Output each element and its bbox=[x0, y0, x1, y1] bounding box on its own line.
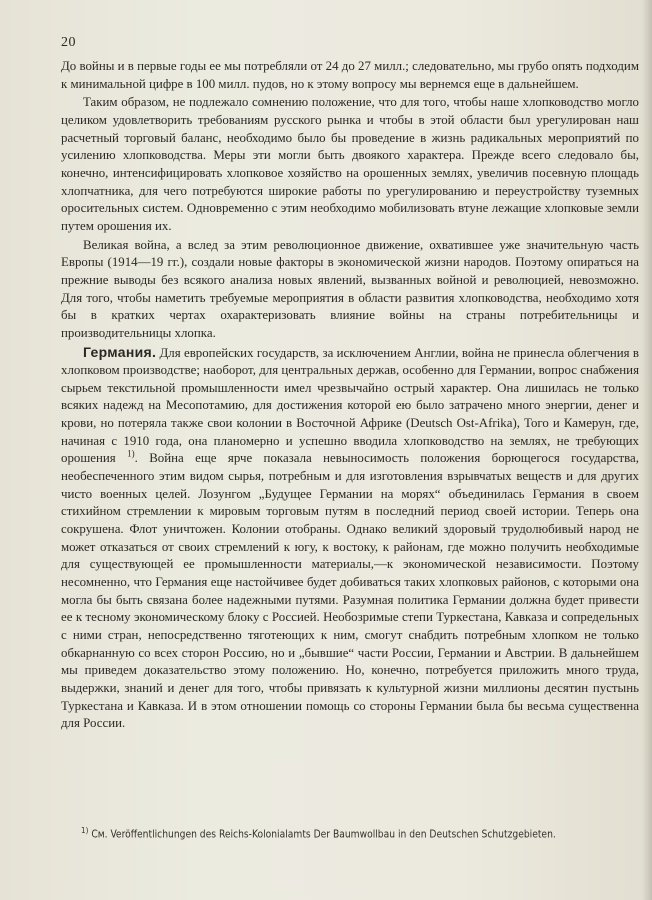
paragraph-4-text-b: . Война еще ярче показала невыносимость положения борющегося государства, необеспеченного этим видом сырья, потребным и для изготовления взрывчатых веществ и для других чисто военных целей. Лозунгом „Будущее Германии на морях“ объединилась Германия в своем стихийном стремлении к мировым торговым путям в последний период своей истории. Теперь она сокрушена. Флот уничтожен. Колонии отобраны. Однако великий здоровый трудолюбивый народ не может отказаться от своих стремлений к югу, к востоку, к районам, где можно получить необходимые для существующей ее промышленности материалы,—к экономической независимости. Поэтому несомненно, что Германия еще настойчивее будет добиваться таких хлопковых районов, с которыми она могла бы быть связана более надежными путями. Разумная политика Германии должна будет привести ее к тесному экономическому блоку с Россией. Необозримые степи Туркестана, Кавказа и сопредельных с ними стран, непосредственно тяготеющих к ним, смогут снабдить потребным хлопком не только обкарнанную со всех сторон Россию, но и „бывшие“ части России, Германии и Австрии. В дальнейшем мы приведем доказательство этому положению. Но, конечно, потребуется приложить много труда, выдержки, знаний и денег для того, чтобы привязать к культурной жизни миллионы десятин пустынь Туркестана и Кавказа. И в этом отношении помощь со стороны Германии была бы весьма существенна для России. bbox=[61, 451, 639, 731]
main-text bbox=[61, 58, 639, 733]
paragraph-1: До войны и в первые годы ее мы потребляли от 24 до 27 милл.; следовательно, мы грубо опять подходим к минимальной цифре в 100 милл. пудов, но к этому вопросу мы вернемся еще в дальнейшем. bbox=[61, 59, 639, 91]
paragraph-3: Великая война, а вслед за этим революционное движение, охватившее уже значительную часть Европы (1914—19 гг.), создали новые факторы в экономической жизни народов. Поэтому опираться на прежние выводы без всякого анализа новых явлений, вызванных войной и революцией, невозможно. Для того, чтобы наметить требуемые мероприятия в области развития хлопководства, необходимо хотя бы в кратких чертах охарактеризовать влияние войны на страны потребительницы и производительницы хлопка. bbox=[61, 237, 639, 340]
paragraph-2: Таким образом, не подлежало сомнению положение, что для того, чтобы наше хлопководство могло целиком удовлетворить требованиям русского рынка и чтобы в этой области был урегулирован наш расчетный торговый баланс, необходимо было бы проведение в жизнь радикальных мероприятий по усилению хлопководства. Меры эти могли быть двоякого характера. Прежде всего следовало бы, конечно, интенсифицировать хлопковое хозяйство на орошенных землях, увеличив посевную площадь хлопчатника, для чего потребуются широкие работы по урегулированию и переустройству туземных оросительных систем. Одновременно с этим необходимо мобилизовать втуне лежащие хлопковые земли путем орошения их. bbox=[61, 95, 639, 233]
footnote-mark: 1) bbox=[81, 826, 89, 835]
page-edge-shadow bbox=[642, 0, 652, 900]
footnote bbox=[61, 823, 639, 843]
paragraph-4 bbox=[61, 344, 639, 733]
paragraph-4-text-a: Для европейских государств, за исключением Англии, война не принесла облегчения в хлопковом производстве; наоборот, для центральных держав, особенно для Германии, вопрос снабжения сырьем текстильной промышленности имел чрезвычайно острый характер. Она лишилась не только всяких надежд на Месопотамию, для достижения которой ею было затрачено много энергии, денег и крови, но потеряла также свои колонии в Восточной Африке (Deutsch Ost-Afrika), Того и Камерун, где, начиная с 1910 года, она планомерно и успешно вводила хлопководство на землях, не требующих орошения bbox=[61, 345, 639, 466]
section-heading-germany: Германия. bbox=[83, 343, 157, 360]
footnote-reference[interactable]: 1) bbox=[127, 449, 135, 460]
footnote-text: См. Veröffentlichungen des Reichs-Kolonialamts Der Baumwollbau in den Deutschen Schutzgebieten. bbox=[91, 829, 556, 841]
page-number: 20 bbox=[61, 35, 76, 50]
